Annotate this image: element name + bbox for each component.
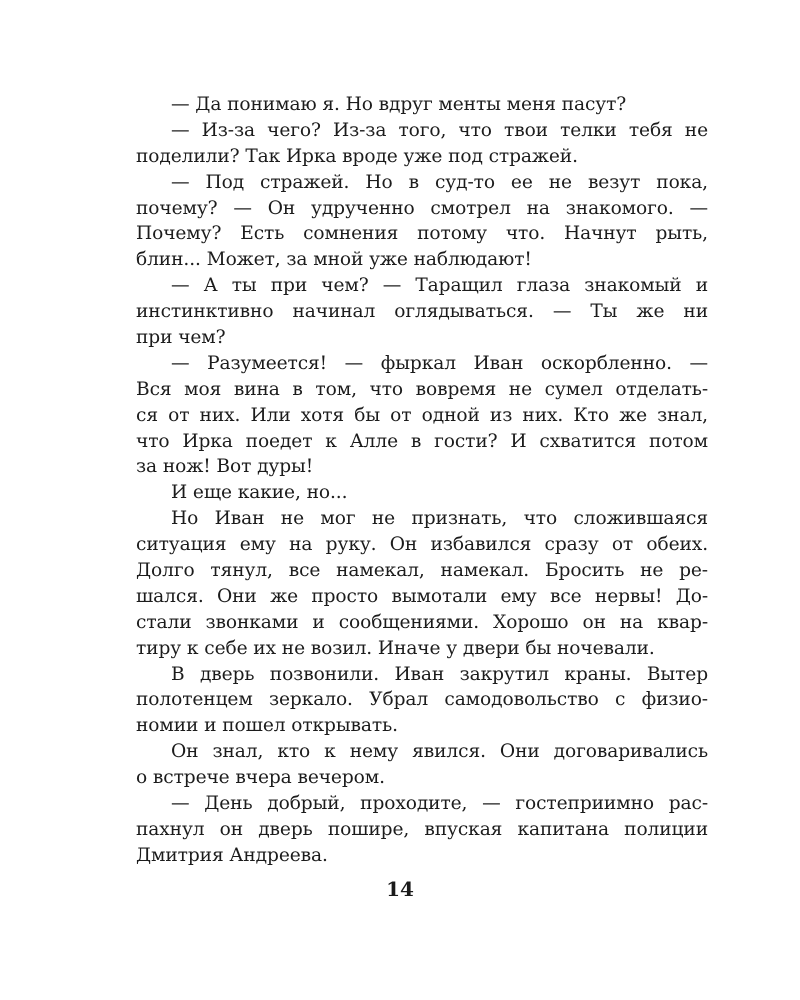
text-line: Почему? Есть сомнения потому что. Начнут рыть, <box>136 223 708 245</box>
text-line: Дмитрия Андреева. <box>136 844 328 866</box>
text-line: поделили? Так Ирка вроде уже под стражей. <box>136 145 578 167</box>
text-line: блин... Может, за мной уже наблюдают! <box>136 249 532 271</box>
text-line: ситуация ему на руку. Он избавился сразу от обеих. <box>136 534 708 556</box>
text-line: шался. Они же просто вымотали ему все нервы! До- <box>136 585 708 607</box>
text-line: о встрече вчера вечером. <box>136 767 385 789</box>
text-line: инстинктивно начинал оглядываться. — Ты же ни <box>136 301 708 323</box>
text-line: — День добрый, проходите, — гостеприимно рас- <box>171 793 708 815</box>
text-line: номии и пошел открывать. <box>136 715 398 737</box>
page-number: 14 <box>386 877 414 901</box>
text-line: что Ирка поедет к Алле в гости? И схватится потом <box>136 430 708 452</box>
book-page-text <box>136 92 708 869</box>
text-line: Вся моя вина в том, что вовремя не сумел отделать- <box>136 378 708 400</box>
text-line: за нож! Вот дуры! <box>136 456 314 478</box>
text-line: — Разумеется! — фыркал Иван оскорбленно. — <box>171 352 708 374</box>
text-line: пахнул он дверь пошире, впуская капитана полиции <box>136 818 708 840</box>
text-line: — Да понимаю я. Но вдруг менты меня пасут? <box>171 94 627 115</box>
text-line: — А ты при чем? — Таращил глаза знакомый и <box>171 275 708 297</box>
text-line: Он знал, кто к нему явился. Они договаривались <box>171 741 708 763</box>
text-line: Долго тянул, все намекал, намекал. Бросить не ре- <box>136 560 708 582</box>
text-line: тиру к себе их не возил. Иначе у двери бы ночевали. <box>136 637 655 659</box>
text-line: — Из-за чего? Из-за того, что твои телки тебя не <box>171 119 708 141</box>
text-line: И еще какие, но... <box>171 482 348 504</box>
text-line: почему? — Он удрученно смотрел на знакомого. — <box>136 197 708 219</box>
text-line: полотенцем зеркало. Убрал самодовольство с физио- <box>136 689 708 711</box>
text-line: Но Иван не мог не признать, что сложившаяся <box>171 508 708 530</box>
text-line: при чем? <box>136 327 226 349</box>
text-line: ся от них. Или хотя бы от одной из них. Кто же знал, <box>136 404 708 426</box>
text-line: В дверь позвонили. Иван закрутил краны. Вытер <box>171 663 708 685</box>
text-line: — Под стражей. Но в суд-то ее не везут пока, <box>171 171 708 193</box>
text-line: стали звонками и сообщениями. Хорошо он на квар- <box>136 611 708 633</box>
